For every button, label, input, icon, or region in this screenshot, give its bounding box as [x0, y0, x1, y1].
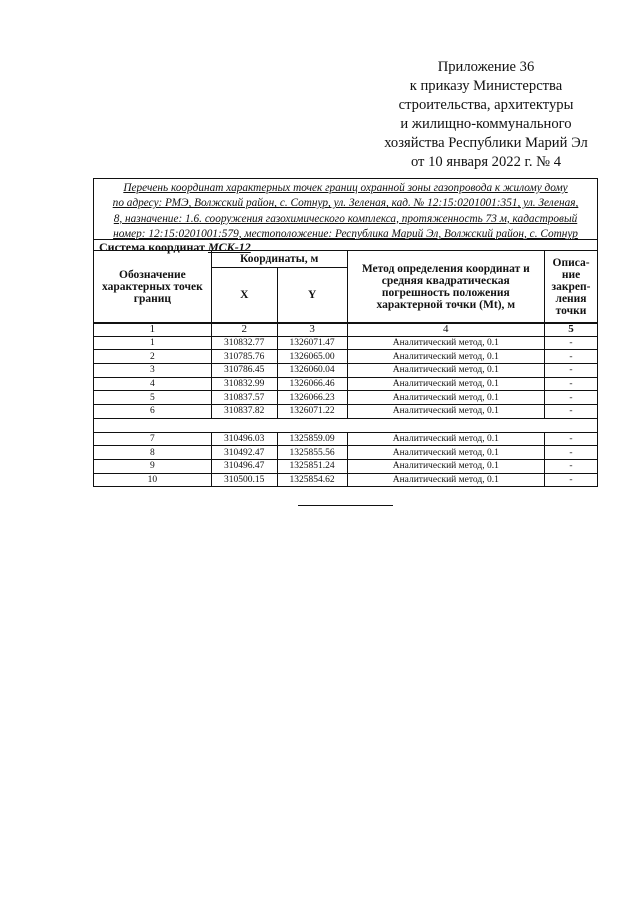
desc-cell: -: [545, 405, 598, 419]
desc-cell: -: [545, 459, 598, 473]
point-number: 1: [94, 336, 212, 350]
desc-cell: -: [545, 350, 598, 364]
coord-x: 310492.47: [211, 446, 277, 460]
method-cell: Аналитический метод, 0.1: [347, 473, 544, 487]
coord-y: 1326060.04: [277, 364, 347, 378]
description-text: [98, 181, 593, 242]
header-point: Обозначение характерных точек границ: [94, 251, 212, 323]
point-number: 2: [94, 350, 212, 364]
col-number: 1: [94, 323, 212, 337]
point-number: 6: [94, 405, 212, 419]
method-cell: Аналитический метод, 0.1: [347, 459, 544, 473]
desc-cell: -: [545, 336, 598, 350]
description-line: 8, назначение: 1.6. сооружения газохимического комплекса, протяженность 73 м, кадастровый: [113, 212, 578, 225]
header-x: X: [211, 268, 277, 323]
appendix-line: к приказу Министерства: [409, 78, 563, 94]
coord-y: 1326066.23: [277, 391, 347, 405]
method-cell: Аналитический метод, 0.1: [347, 350, 544, 364]
coord-x: 310785.76: [211, 350, 277, 364]
table-row: [94, 336, 598, 350]
desc-cell: -: [545, 391, 598, 405]
coord-y: 1325859.09: [277, 432, 347, 446]
table-row: [94, 432, 598, 446]
desc-cell: -: [545, 364, 598, 378]
coord-x: 310496.03: [211, 432, 277, 446]
point-number: 4: [94, 377, 212, 391]
description-line: Перечень координат характерных точек границ охранной зоны газопровода к жилому дому: [123, 182, 568, 194]
col-number: 3: [277, 323, 347, 337]
table-row: [94, 459, 598, 473]
method-cell: Аналитический метод, 0.1: [347, 432, 544, 446]
table-row: [94, 405, 598, 419]
table-row: [94, 377, 598, 391]
col-number: 4: [347, 323, 544, 337]
coord-system-value: МСК-12: [207, 240, 251, 254]
desc-cell: -: [545, 446, 598, 460]
point-number: 10: [94, 473, 212, 487]
appendix-line: строительства, архитектуры: [398, 97, 574, 113]
appendix-header: [370, 58, 602, 172]
table-row: [94, 446, 598, 460]
coord-y: 1326065.00: [277, 350, 347, 364]
coord-y: 1326066.46: [277, 377, 347, 391]
table-row: [94, 364, 598, 378]
coord-system-label-text: Система координат: [99, 240, 205, 254]
point-number: 7: [94, 432, 212, 446]
coord-x: 310832.77: [211, 336, 277, 350]
header-coords: Координаты, м: [211, 251, 347, 268]
table-row: [94, 350, 598, 364]
point-number: 3: [94, 364, 212, 378]
appendix-line: и жилищно-коммунального: [400, 116, 572, 132]
desc-cell: -: [545, 432, 598, 446]
coord-y: 1326071.22: [277, 405, 347, 419]
coord-y: 1325854.62: [277, 473, 347, 487]
method-cell: Аналитический метод, 0.1: [347, 405, 544, 419]
coordinates-table: [93, 250, 598, 487]
method-cell: Аналитический метод, 0.1: [347, 446, 544, 460]
desc-cell: -: [545, 377, 598, 391]
method-cell: Аналитический метод, 0.1: [347, 364, 544, 378]
coord-y: 1325851.24: [277, 459, 347, 473]
coord-y: 1326071.47: [277, 336, 347, 350]
col-number: 2: [211, 323, 277, 337]
description-line: по адресу: РМЭ, Волжский район, с. Сотнур, ул. Зеленая, кад. № 12:15:0201001:351, ул. Зеленая,: [112, 197, 579, 210]
signature-line: [298, 505, 393, 506]
method-cell: Аналитический метод, 0.1: [347, 336, 544, 350]
header-method: Метод определения координат и средняя квадратическая погрешность положения характерной точки (Mt), м: [347, 251, 544, 323]
group-separator-row: [94, 418, 598, 432]
table-row: [94, 391, 598, 405]
coord-y: 1325855.56: [277, 446, 347, 460]
coord-x: 310500.15: [211, 473, 277, 487]
point-number: 8: [94, 446, 212, 460]
coord-x: 310832.99: [211, 377, 277, 391]
separator-cell: [94, 418, 598, 432]
coord-x: 310837.57: [211, 391, 277, 405]
table-header-row: [94, 251, 598, 268]
coord-x: 310786.45: [211, 364, 277, 378]
coord-x: 310496.47: [211, 459, 277, 473]
point-number: 9: [94, 459, 212, 473]
method-cell: Аналитический метод, 0.1: [347, 391, 544, 405]
column-numbers-row: [94, 323, 598, 337]
method-cell: Аналитический метод, 0.1: [347, 377, 544, 391]
appendix-line: хозяйства Республики Марий Эл: [384, 135, 588, 151]
appendix-line: Приложение 36: [437, 59, 535, 75]
appendix-line: от 10 января 2022 г. № 4: [410, 154, 562, 170]
desc-cell: -: [545, 473, 598, 487]
table-row: [94, 473, 598, 487]
description-line: номер: 12:15:0201001:579, местоположение: Республика Марий Эл, Волжский район, с. Сотнур: [113, 227, 578, 240]
header-y: Y: [277, 268, 347, 323]
point-number: 5: [94, 391, 212, 405]
header-desc: Описа-ние закреп-ления точки: [545, 251, 598, 323]
coord-x: 310837.82: [211, 405, 277, 419]
col-number: 5: [545, 323, 598, 337]
